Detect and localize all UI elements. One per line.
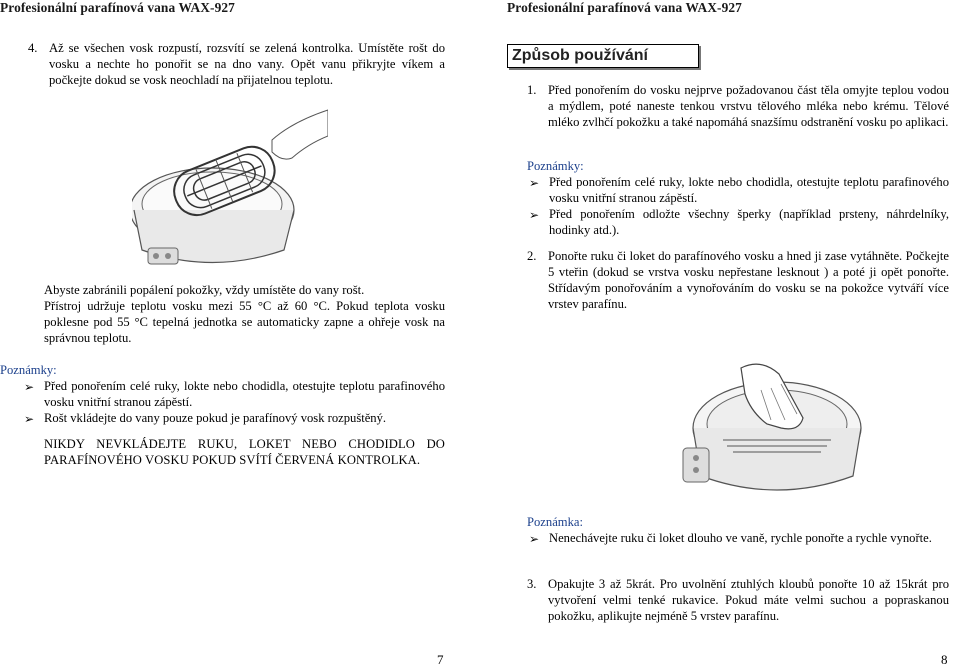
step-text: Ponořte ruku či loket do parafínového vosku a hned ji zase vytáhněte. Počkejte 5 vteřin (dokud se vrstva vosku nepřestane lesknout ) a poté ji opět ponořte. Střídavým ponořováním a vynořováním do vosku se na pokožce vytváří více vrstev parafínu.: [548, 249, 949, 311]
note-title: Poznámka:: [527, 515, 583, 529]
note-item: ➢ Před ponořením odložte všechny šperky (například prsteny, náhrdelníky, hodinky atd.).: [529, 207, 949, 237]
step-3: [527, 576, 949, 624]
arrow-bullet-icon: ➢: [24, 412, 35, 426]
step-number: 2.: [527, 249, 537, 263]
step-number: 4.: [28, 41, 38, 55]
page-number: 8: [941, 652, 948, 667]
hand-in-wax-bath-illustration: [671, 328, 867, 504]
step-1: [527, 82, 949, 130]
safety-paragraph: Abyste zabránili popálení pokožky, vždy umístěte do vany rošt.: [44, 283, 365, 297]
page-header: Profesionální parafínová vana WAX-927: [0, 0, 235, 15]
arrow-bullet-icon: ➢: [529, 532, 540, 546]
arrow-bullet-icon: ➢: [529, 208, 540, 222]
notes-title: Poznámky:: [0, 363, 57, 377]
temperature-paragraph: Přístroj udržuje teplotu vosku mezi 55 °C až 60 °C. Pokud teplota vosku poklesne pod 55 °C tepelná jednotka se automaticky zapne a ohřeje vosk na správnou teplotu.: [44, 299, 445, 345]
note-item: ➢ Rošt vkládejte do vany pouze pokud je parafínový vosk rozpuštěný.: [24, 411, 387, 426]
arrow-bullet-icon: ➢: [529, 176, 540, 190]
left-page: [0, 0, 479, 672]
note-item: ➢ Před ponořením celé ruky, lokte nebo chodidla, otestujte teplotu parafinového vosku vnitřní stranou zápěstí.: [529, 175, 949, 205]
page-number: 7: [437, 652, 444, 667]
safety-text: [44, 282, 445, 346]
step-number: 1.: [527, 83, 537, 97]
step-text: Až se všechen vosk rozpustí, rozsvítí se zelená kontrolka. Umístěte rošt do vosku a nechte ho ponořit se na dno vany. Opět vanu přikryjte víkem a počkejte dokud se vosk neochladí na přijatelnou teplotu.: [49, 41, 445, 87]
notes-section: [527, 158, 949, 238]
note-item: ➢ Před ponořením celé ruky, lokte nebo chodidla, otestujte teplotu parafinového vosku vnitřní stranou zápěstí.: [24, 379, 445, 409]
step-4: [28, 40, 445, 88]
step-text: Před ponořením do vosku nejprve požadovanou část těla omyjte teplou vodou a mýdlem, poté naneste tenkou vrstvu tělového mléka nebo krému. Tělové mléko zvlhčí pokožku a také napomáhá snazšímu odstranění vosku po aplikaci.: [548, 83, 949, 129]
section-title: Způsob používání: [507, 44, 699, 68]
page-header: Profesionální parafínová vana WAX-927: [507, 0, 742, 15]
step-number: 3.: [527, 577, 537, 591]
wax-bath-rack-illustration: [132, 100, 328, 272]
notes-title: Poznámky:: [527, 159, 584, 173]
note-section: [527, 514, 949, 546]
arrow-bullet-icon: ➢: [24, 380, 35, 394]
right-page: [479, 0, 959, 672]
note-item: ➢ Nenechávejte ruku či loket dlouho ve vaně, rychle ponořte a rychle vynořte.: [529, 531, 932, 546]
notes-section: [0, 362, 445, 426]
step-2: [527, 248, 949, 312]
warning-text: NIKDY NEVKLÁDEJTE RUKU, LOKET NEBO CHODIDLO DO PARAFÍNOVÉHO VOSKU POKUD SVÍTÍ ČERVENÁ KONTROLKA.: [44, 437, 445, 467]
step-text: Opakujte 3 až 5krát. Pro uvolnění ztuhlých kloubů ponořte 10 až 15krát pro vytvoření velmi tenké rukavice. Pokud máte velmi suchou a popraskanou pokožku, aplikujte nejméně 5 vrstev parafínu.: [548, 577, 949, 623]
